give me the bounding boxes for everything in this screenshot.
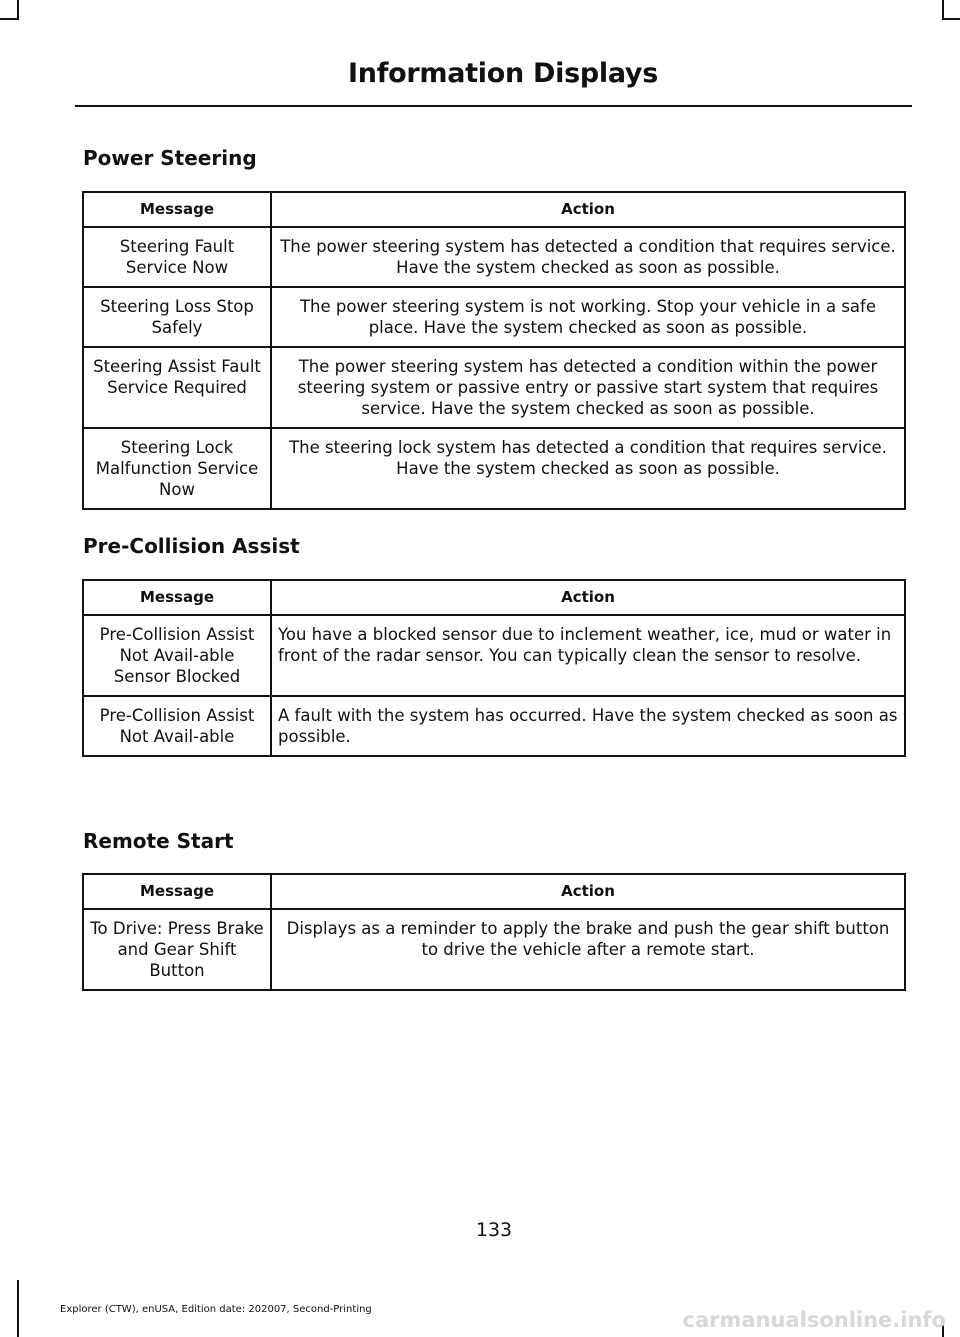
table-header-row <box>83 874 905 909</box>
crop-mark <box>942 0 944 20</box>
message-cell: Pre-Collision Assist Not Avail-able <box>83 696 271 756</box>
table-row <box>83 428 905 509</box>
column-header-message: Message <box>83 580 271 615</box>
table-row <box>83 287 905 347</box>
message-cell: Pre-Collision Assist Not Avail-able Sensor Blocked <box>83 615 271 696</box>
power-steering-table <box>82 191 906 510</box>
pre-collision-table <box>82 579 906 757</box>
table-header-row <box>83 192 905 227</box>
action-cell: Displays as a reminder to apply the brake and push the gear shift button to drive the vehicle after a remote start. <box>271 909 905 990</box>
crop-mark <box>0 18 17 20</box>
page-number: 133 <box>475 1219 513 1241</box>
table-row <box>83 696 905 756</box>
watermark: carmanualsonline.info <box>682 1308 946 1332</box>
header-divider <box>75 105 912 107</box>
message-cell: Steering Loss Stop Safely <box>83 287 271 347</box>
page-header-title: Information Displays <box>348 58 658 89</box>
remote-start-table <box>82 873 906 991</box>
column-header-message: Message <box>83 874 271 909</box>
table-row <box>83 227 905 287</box>
message-cell: Steering Assist Fault Service Required <box>83 347 271 428</box>
table-row <box>83 615 905 696</box>
section-title-pre-collision-assist: Pre-Collision Assist <box>83 534 300 558</box>
action-cell: The steering lock system has detected a condition that requires service. Have the system checked as soon as possible. <box>271 428 905 509</box>
table-row <box>83 909 905 990</box>
section-title-remote-start: Remote Start <box>83 829 234 853</box>
table-header-row <box>83 580 905 615</box>
column-header-action: Action <box>271 192 905 227</box>
action-cell: You have a blocked sensor due to inclement weather, ice, mud or water in front of the radar sensor. You can typically clean the sensor to resolve. <box>271 615 905 696</box>
table-row <box>83 347 905 428</box>
action-cell: The power steering system has detected a condition that requires service. Have the system checked as soon as possible. <box>271 227 905 287</box>
action-cell: A fault with the system has occurred. Have the system checked as soon as possible. <box>271 696 905 756</box>
crop-mark <box>942 18 960 20</box>
message-cell: Steering Lock Malfunction Service Now <box>83 428 271 509</box>
column-header-message: Message <box>83 192 271 227</box>
action-cell: The power steering system has detected a condition within the power steering system or passive entry or passive start system that requires service. Have the system checked as soon as possible. <box>271 347 905 428</box>
crop-mark <box>17 1280 19 1337</box>
column-header-action: Action <box>271 874 905 909</box>
message-cell: To Drive: Press Brake and Gear Shift Button <box>83 909 271 990</box>
column-header-action: Action <box>271 580 905 615</box>
action-cell: The power steering system is not working. Stop your vehicle in a safe place. Have the system checked as soon as possible. <box>271 287 905 347</box>
footer-edition-info: Explorer (CTW), enUSA, Edition date: 202007, Second-Printing <box>60 1304 372 1315</box>
section-title-power-steering: Power Steering <box>83 146 257 170</box>
crop-mark <box>17 0 19 20</box>
message-cell: Steering Fault Service Now <box>83 227 271 287</box>
